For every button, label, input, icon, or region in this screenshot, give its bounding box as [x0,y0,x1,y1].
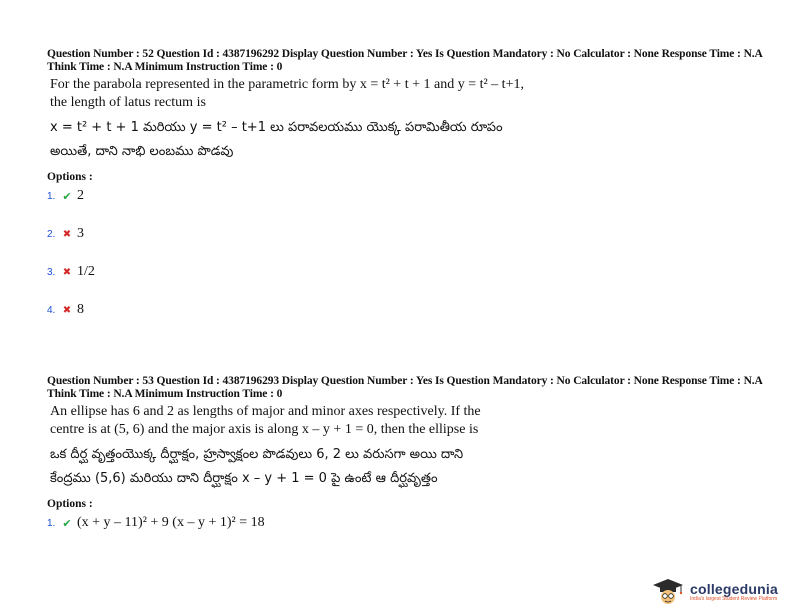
option-1[interactable] [47,177,767,215]
question-block-53 [47,375,767,542]
cross-icon: ✖ [62,228,72,240]
options-label: Options : [47,498,93,510]
option-1[interactable] [47,504,767,542]
option-number: 1. [47,190,56,202]
cross-icon: ✖ [62,304,72,316]
question-line: x = t² + t + 1 మరియు y = t² – t+1 లు పరావలయము యొక్క పరామితీయ రూపం [50,120,503,135]
question-text-telugu [50,116,767,164]
question-line: For the parabola represented in the parametric form by x = t² + t + 1 and y = t² – t+1, [50,77,524,92]
question-block-52 [47,48,767,329]
question-text-english [50,403,767,439]
check-icon: ✔ [62,189,72,203]
question-line: the length of latus rectum is [50,95,206,110]
option-3[interactable] [47,253,767,291]
question-meta: Question Number : 53 Question Id : 4387196293 Display Question Number : Yes Is Question Mandatory : No Calculator : None Response Time : N.A Think Time : N.A Minimum Instruction Time : 0 [47,375,763,400]
graduate-mascot-icon [650,576,686,606]
option-number: 3. [47,266,56,278]
question-line: అయితే, దాని నాభి లంబము పొడవు [50,144,234,159]
cross-icon: ✖ [62,266,72,278]
question-line: ఒక దీర్ఘ వృత్తంయొక్క దీర్ఘాక్షం, హ్రస్వాక్షంల పొడవులు 6, 2 లు వరుసగా అయి దాని [50,447,464,462]
option-4[interactable] [47,291,767,329]
question-text-english [50,76,767,112]
option-number: 2. [47,228,56,240]
question-line: centre is at (5, 6) and the major axis is along x – y + 1 = 0, then the ellipse is [50,422,479,437]
question-line: కేంద్రము (5,6) మరియు దాని దీర్ఘాక్షం x – y + 1 = 0 పై ఉంటే ఆ దీర్ఘవృత్తం [50,471,438,486]
logo-name: collegedunia [690,580,778,597]
option-text: 3 [77,226,84,241]
option-text: 8 [77,302,84,317]
collegedunia-logo [650,576,778,606]
option-text: 2 [77,188,84,203]
option-text: (x + y – 11)² + 9 (x – y + 1)² = 18 [77,515,265,530]
options-label: Options : [47,171,93,183]
option-number: 1. [47,517,56,529]
option-2[interactable] [47,215,767,253]
question-meta: Question Number : 52 Question Id : 4387196292 Display Question Number : Yes Is Question Mandatory : No Calculator : None Response Time : N.A Think Time : N.A Minimum Instruction Time : 0 [47,48,763,73]
logo-tagline: India's largest Student Review Platform [690,595,778,602]
question-text-telugu [50,443,767,491]
option-number: 4. [47,304,56,316]
option-text: 1/2 [77,264,95,279]
question-line: An ellipse has 6 and 2 as lengths of major and minor axes respectively. If the [50,404,481,419]
check-icon: ✔ [62,516,72,530]
